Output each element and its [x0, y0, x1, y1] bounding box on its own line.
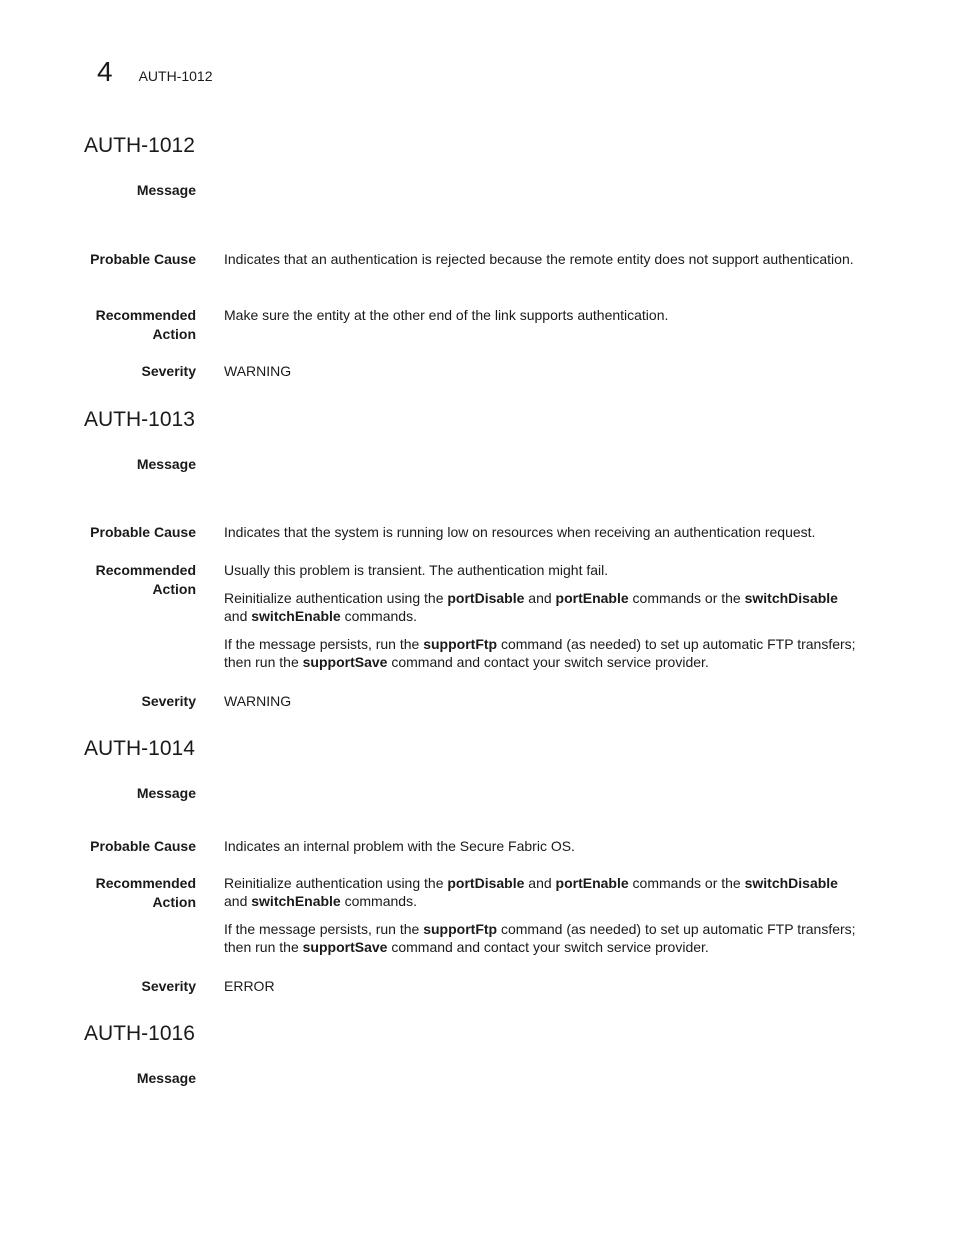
severity-label: Severity: [141, 978, 196, 994]
command-portenable: portEnable: [555, 875, 629, 891]
severity-value: ERROR: [224, 978, 275, 994]
section-title-auth-1014: AUTH-1014: [84, 737, 195, 760]
recommended-action-text: [224, 874, 864, 966]
chapter-number: 4: [97, 56, 113, 87]
command-supportftp: supportFtp: [423, 921, 498, 937]
probable-cause-label: Probable Cause: [90, 524, 196, 540]
command-switchdisable: switchDisable: [744, 590, 838, 606]
severity-label: Severity: [141, 693, 196, 709]
message-label: Message: [136, 182, 196, 198]
running-header-title: AUTH-1012: [138, 68, 213, 84]
severity-value: WARNING: [224, 363, 292, 379]
page-header: [97, 56, 213, 88]
recommended-action-label: [56, 306, 196, 344]
command-portdisable: portDisable: [447, 590, 525, 606]
probable-cause-label: Probable Cause: [90, 251, 196, 267]
command-portdisable: portDisable: [447, 875, 525, 891]
message-label: Message: [136, 785, 196, 801]
probable-cause-text: Indicates that an authentication is rejected because the remote entity does not support authentication.: [224, 251, 854, 267]
recommended-action-text: [224, 561, 864, 681]
message-label: Message: [136, 456, 196, 472]
probable-cause-text: Indicates an internal problem with the Secure Fabric OS.: [224, 838, 575, 854]
section-title-auth-1012: AUTH-1012: [84, 134, 195, 157]
probable-cause-label: Probable Cause: [90, 838, 196, 854]
command-portenable: portEnable: [555, 590, 629, 606]
recommended-action-label: [56, 561, 196, 599]
action-paragraph: Make sure the entity at the other end of the link supports authentication.: [224, 307, 669, 323]
command-supportsave: supportSave: [302, 939, 388, 955]
recommended-label-line1: Recommended: [95, 875, 196, 891]
section-title-auth-1016: AUTH-1016: [84, 1022, 195, 1045]
action-paragraph: Usually this problem is transient. The authentication might fail.: [224, 562, 609, 578]
severity-value: WARNING: [224, 693, 292, 709]
recommended-label-line2: Action: [152, 326, 196, 342]
command-switchenable: switchEnable: [251, 608, 341, 624]
recommended-action-label: [56, 874, 196, 912]
recommended-label-line1: Recommended: [95, 562, 196, 578]
recommended-label-line2: Action: [152, 894, 196, 910]
command-switchenable: switchEnable: [251, 893, 341, 909]
persist-paragraph: If the message persists, run the supportFtp command (as needed) to set up automatic FTP transfers; then run the supportSave command and contact your switch service provider.: [224, 636, 856, 670]
recommended-action-text: [224, 306, 864, 334]
probable-cause-text: Indicates that the system is running low on resources when receiving an authentication request.: [224, 524, 816, 540]
section-title-auth-1013: AUTH-1013: [84, 408, 195, 431]
command-supportftp: supportFtp: [423, 636, 498, 652]
reinitialize-paragraph: Reinitialize authentication using the portDisable and portEnable commands or the switchDisable and switchEnable commands.: [224, 875, 838, 909]
command-switchdisable: switchDisable: [744, 875, 838, 891]
command-supportsave: supportSave: [302, 654, 388, 670]
severity-label: Severity: [141, 363, 196, 379]
persist-paragraph: If the message persists, run the supportFtp command (as needed) to set up automatic FTP transfers; then run the supportSave command and contact your switch service provider.: [224, 921, 856, 955]
message-label: Message: [136, 1070, 196, 1086]
reinitialize-paragraph: Reinitialize authentication using the portDisable and portEnable commands or the switchDisable and switchEnable commands.: [224, 590, 838, 624]
recommended-label-line1: Recommended: [95, 307, 196, 323]
recommended-label-line2: Action: [152, 581, 196, 597]
